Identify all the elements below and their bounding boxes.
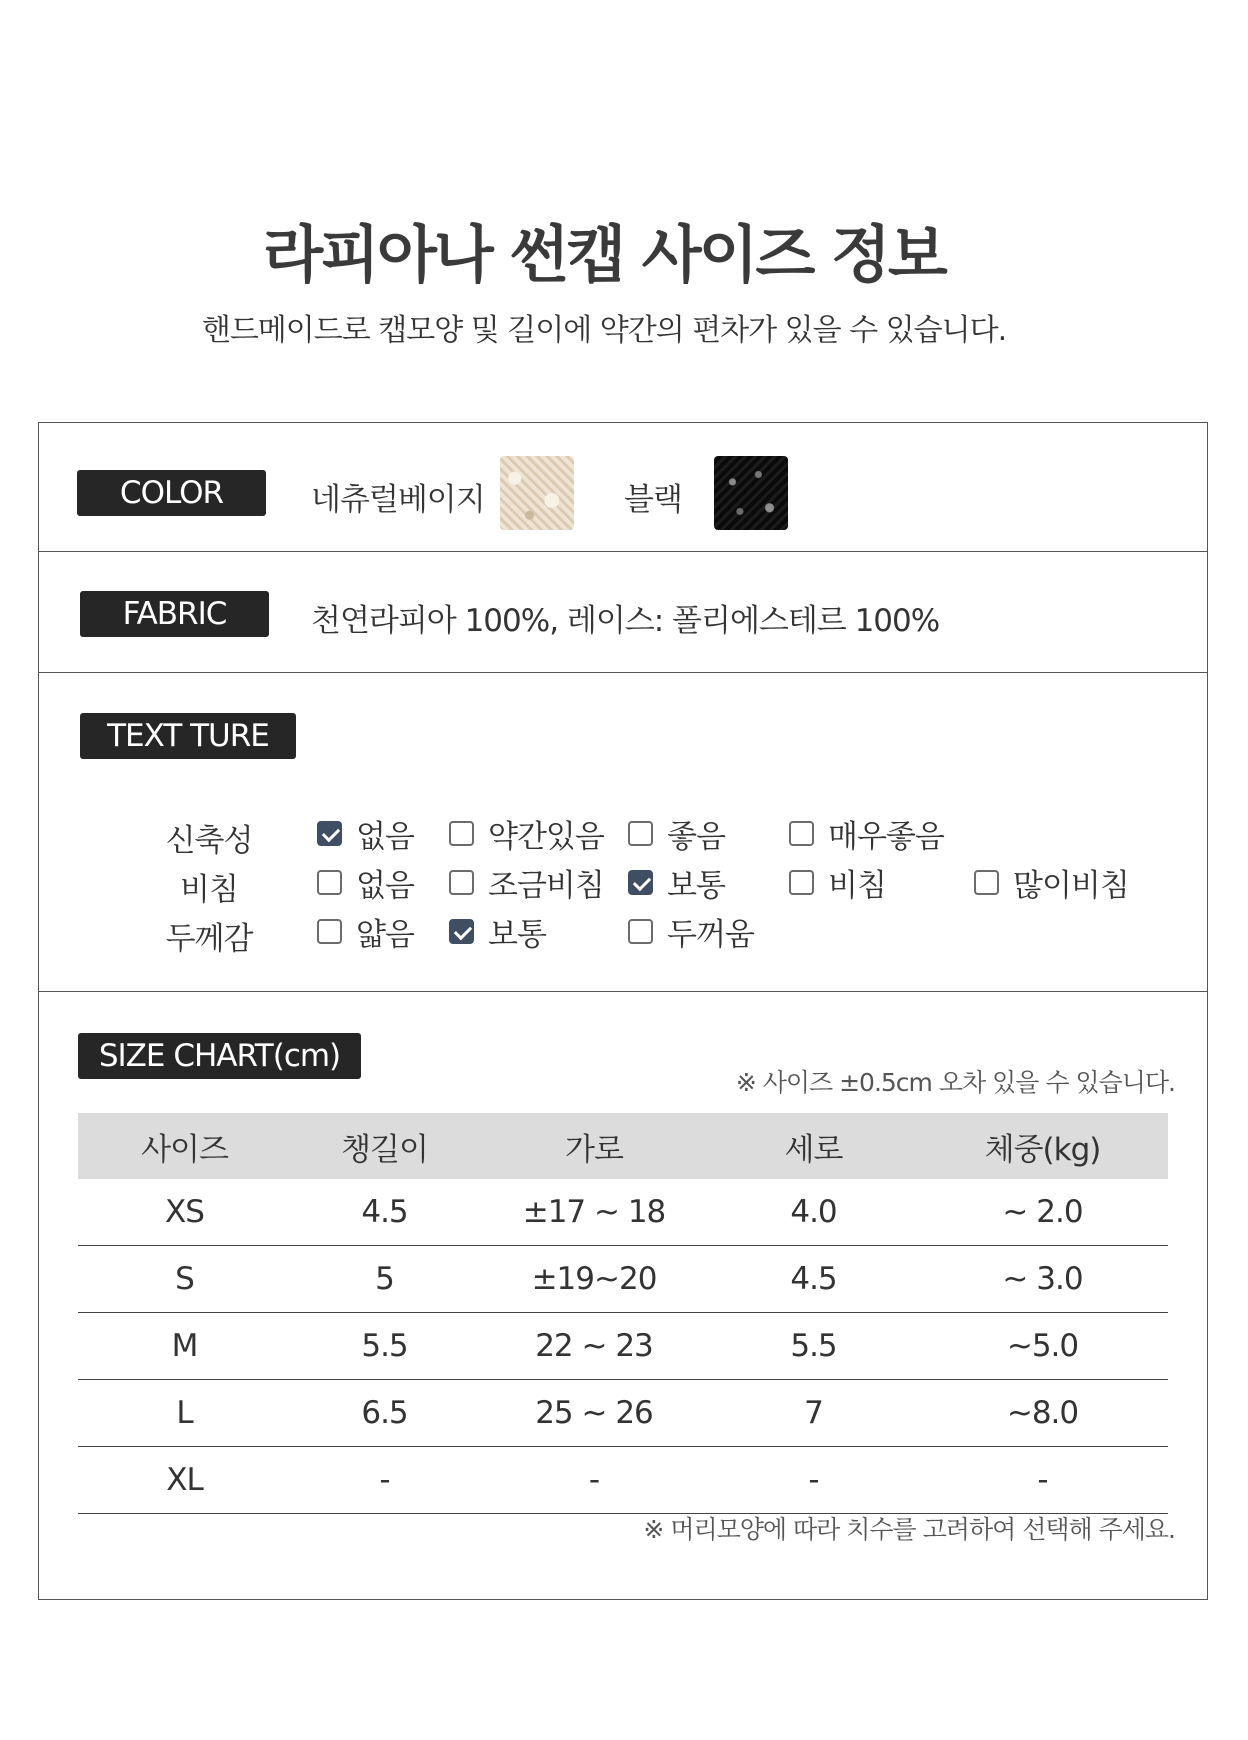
texture-label-sheerness: 비침 — [180, 872, 238, 908]
table-row — [78, 1380, 1168, 1447]
fabric-text: 천연라피아 100%, 레이스: 폴리에스테르 100% — [311, 603, 940, 639]
table-cell: 4.5 — [710, 1246, 917, 1313]
thickness-option-thin[interactable]: 얇음 — [317, 913, 414, 949]
sheerness-option-none[interactable]: 없음 — [317, 864, 414, 900]
table-cell: S — [78, 1246, 291, 1313]
column-header-weight: 체중(kg) — [917, 1113, 1168, 1179]
checkbox-icon[interactable] — [449, 870, 474, 895]
checkbox-icon[interactable] — [789, 821, 814, 846]
column-header-brim-length: 챙길이 — [291, 1113, 478, 1179]
size-selection-note: ※ 머리모양에 따라 치수를 고려하여 선택해 주세요. — [643, 1515, 1175, 1544]
checkbox-icon[interactable] — [317, 919, 342, 944]
column-header-width: 가로 — [478, 1113, 710, 1179]
black-swatch — [714, 456, 788, 530]
table-cell: L — [78, 1380, 291, 1447]
size-chart-tag: SIZE CHART(cm) — [78, 1033, 361, 1079]
thickness-option-thick[interactable]: 두꺼움 — [628, 913, 754, 949]
checkbox-icon[interactable] — [628, 821, 653, 846]
table-cell: 6.5 — [291, 1380, 478, 1447]
column-header-height: 세로 — [710, 1113, 917, 1179]
table-cell: - — [478, 1447, 710, 1514]
table-cell: 5.5 — [291, 1313, 478, 1380]
section-divider — [39, 672, 1207, 673]
table-row — [78, 1179, 1168, 1246]
table-cell: 22 ~ 23 — [478, 1313, 710, 1380]
checkbox-icon[interactable] — [628, 919, 653, 944]
fabric-tag: FABRIC — [80, 591, 269, 637]
color-tag: COLOR — [77, 470, 266, 516]
page-title: 라피아나 썬캡 사이즈 정보 — [263, 218, 945, 291]
table-cell: ~ 2.0 — [917, 1179, 1168, 1246]
color-option-black: 블랙 — [624, 482, 682, 518]
table-cell: 5 — [291, 1246, 478, 1313]
color-option-natural-beige: 네츄럴베이지 — [311, 482, 485, 518]
elasticity-option-slight[interactable]: 약간있음 — [449, 815, 604, 851]
table-cell: ±17 ~ 18 — [478, 1179, 710, 1246]
checkbox-icon[interactable] — [974, 870, 999, 895]
checkbox-icon[interactable] — [317, 870, 342, 895]
table-cell: XL — [78, 1447, 291, 1514]
section-divider — [39, 991, 1207, 992]
table-cell: 4.0 — [710, 1179, 917, 1246]
size-chart-table — [78, 1113, 1168, 1514]
table-cell: - — [291, 1447, 478, 1514]
sheerness-option-normal[interactable]: 보통 — [628, 864, 725, 900]
table-cell: ~5.0 — [917, 1313, 1168, 1380]
table-cell: 4.5 — [291, 1179, 478, 1246]
elasticity-option-good[interactable]: 좋음 — [628, 815, 725, 851]
sheerness-option-very-sheer[interactable]: 많이비침 — [974, 864, 1129, 900]
checkbox-icon[interactable] — [789, 870, 814, 895]
table-row — [78, 1447, 1168, 1514]
page-subtitle: 핸드메이드로 캡모양 및 길이에 약간의 편차가 있을 수 있습니다. — [201, 313, 1007, 348]
table-cell: ±19~20 — [478, 1246, 710, 1313]
texture-label-elasticity: 신축성 — [165, 823, 253, 859]
info-box — [38, 422, 1208, 1600]
texture-tag: TEXT TURE — [80, 713, 296, 759]
thickness-option-normal[interactable]: 보통 — [449, 913, 546, 949]
table-cell: 5.5 — [710, 1313, 917, 1380]
checkbox-icon[interactable] — [449, 821, 474, 846]
elasticity-option-none[interactable]: 없음 — [317, 815, 414, 851]
table-header-row — [78, 1113, 1168, 1179]
table-cell: - — [917, 1447, 1168, 1514]
sheerness-option-slight[interactable]: 조금비침 — [449, 864, 604, 900]
table-cell: XS — [78, 1179, 291, 1246]
table-cell: 7 — [710, 1380, 917, 1447]
section-divider — [39, 551, 1207, 552]
table-cell: ~ 3.0 — [917, 1246, 1168, 1313]
table-row — [78, 1313, 1168, 1380]
texture-label-thickness: 두께감 — [165, 921, 253, 957]
table-row — [78, 1246, 1168, 1313]
checkbox-checked-icon[interactable] — [317, 821, 342, 846]
elasticity-option-very-good[interactable]: 매우좋음 — [789, 815, 944, 851]
checkbox-checked-icon[interactable] — [449, 919, 474, 944]
table-cell: M — [78, 1313, 291, 1380]
checkbox-checked-icon[interactable] — [628, 870, 653, 895]
table-cell: ~8.0 — [917, 1380, 1168, 1447]
natural-beige-swatch — [500, 456, 574, 530]
column-header-size: 사이즈 — [78, 1113, 291, 1179]
table-cell: - — [710, 1447, 917, 1514]
table-cell: 25 ~ 26 — [478, 1380, 710, 1447]
sheerness-option-sheer[interactable]: 비침 — [789, 864, 886, 900]
size-tolerance-note: ※ 사이즈 ±0.5cm 오차 있을 수 있습니다. — [735, 1068, 1175, 1097]
